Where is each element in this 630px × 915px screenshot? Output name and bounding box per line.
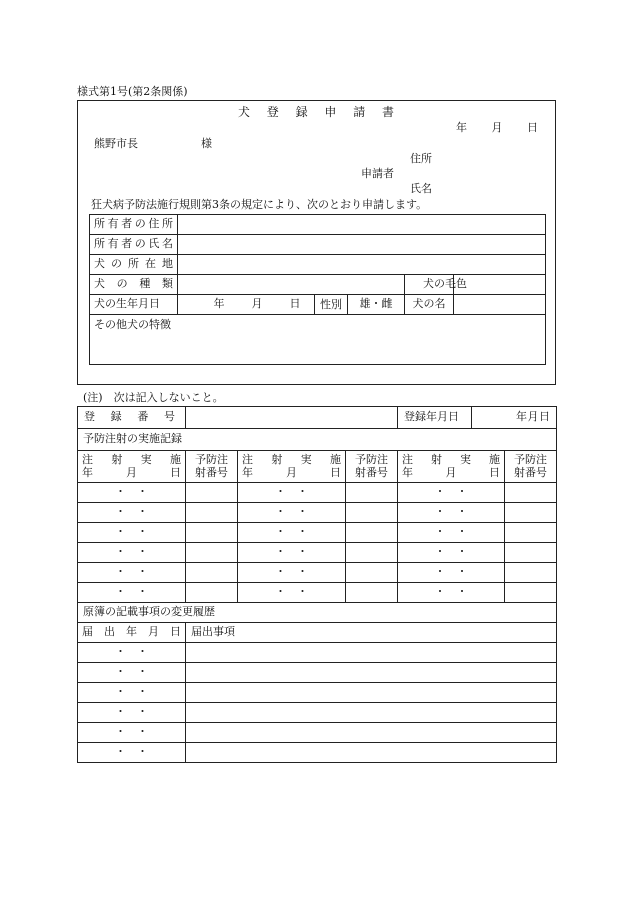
col-cert-number-header: 予防注 射番号 [186,451,238,483]
injection-date-cell[interactable]: ・ ・ [398,523,505,543]
col-injection-date-header: 注 射 実 施 年 月 日 [78,451,186,483]
date-line: 年 月 日 [456,121,538,134]
birth-date-label: 犬の生年月日 [90,295,178,315]
injection-date-cell[interactable]: ・ ・ [78,503,186,523]
notify-date-cell[interactable]: ・ ・ [78,723,186,743]
applicant-role-label: 申請者 [361,167,394,180]
statement: 狂犬病予防法施行規則第3条の規定により、次のとおり申請します。 [91,198,428,211]
addressee: 熊野市長 [94,137,138,150]
reg-date-label: 登録年月日 [398,407,472,428]
col-cert-number-header: 予防注 射番号 [505,451,557,483]
honorific: 様 [201,137,212,150]
reg-date-field[interactable]: 年 月 日 [516,410,551,424]
notify-items-cell[interactable] [186,663,557,683]
col-injection-date-header: 注 射 実 施 年 月 日 [238,451,346,483]
injection-date-cell[interactable]: ・ ・ [78,563,186,583]
form-title-char: 録 [295,105,308,119]
vaccination-title: 予防注射の実施記録 [78,429,557,451]
notify-items-cell[interactable] [186,743,557,763]
injection-date-cell[interactable]: ・ ・ [398,503,505,523]
owner-name-label: 所 有 者 の 氏 名 [90,235,178,255]
reg-number-field[interactable] [186,407,398,429]
injection-date-cell[interactable]: ・ ・ [238,543,346,563]
form-title-char: 書 [381,105,394,119]
sex-label: 性別 [315,295,348,314]
form-title-char: 申 [324,105,337,119]
col-cert-number-header: 予防注 射番号 [346,451,398,483]
form-title-char: 請 [353,105,366,119]
injection-date-cell[interactable]: ・ ・ [238,563,346,583]
injection-date-cell[interactable]: ・ ・ [398,583,505,603]
cert-number-cell[interactable] [186,523,238,543]
dog-breed-label: 犬 の 種 類 [90,275,178,295]
notify-date-cell[interactable]: ・ ・ [78,643,186,663]
note: (注) 次は記入しないこと。 [83,391,224,404]
cert-number-cell[interactable] [346,583,398,603]
sex-options[interactable]: 雄・雌 [359,297,393,311]
notify-date-cell[interactable]: ・ ・ [78,703,186,723]
coat-color-label: 犬の毛色 [405,275,454,295]
applicant-address-label: 住所 [410,152,432,165]
col-injection-date-header: 注 射 実 施 年 月 日 [398,451,505,483]
notify-items-cell[interactable] [186,723,557,743]
form-title [238,106,394,118]
form-header: 様式第1号(第2条関係) [77,85,188,98]
coat-color-field[interactable] [454,275,546,295]
dog-location-field[interactable] [178,255,546,275]
history-title: 原簿の記載事項の変更履歴 [78,603,557,623]
notify-items-header: 届出事項 [186,623,557,643]
cert-number-cell[interactable] [505,583,557,603]
cert-number-cell[interactable] [346,543,398,563]
cert-number-cell[interactable] [186,503,238,523]
injection-date-cell[interactable]: ・ ・ [398,563,505,583]
cert-number-cell[interactable] [505,483,557,503]
injection-date-cell[interactable]: ・ ・ [398,543,505,563]
cert-number-cell[interactable] [505,523,557,543]
injection-date-cell[interactable]: ・ ・ [238,523,346,543]
reg-number-label: 登 録 番 号 [78,407,186,429]
injection-date-cell[interactable]: ・ ・ [78,523,186,543]
cert-number-cell[interactable] [346,503,398,523]
cert-number-cell[interactable] [346,483,398,503]
cert-number-cell[interactable] [505,563,557,583]
dog-name-field[interactable] [454,295,546,315]
owner-address-label: 所 有 者 の 住 所 [90,215,178,235]
injection-date-cell[interactable]: ・ ・ [78,583,186,603]
birth-date-field[interactable]: 年 月 日 [178,295,315,315]
injection-date-cell[interactable]: ・ ・ [238,483,346,503]
cert-number-cell[interactable] [186,583,238,603]
registry-grid [77,406,557,763]
injection-date-cell[interactable]: ・ ・ [238,583,346,603]
cert-number-cell[interactable] [186,483,238,503]
cert-number-cell[interactable] [186,543,238,563]
cert-number-cell[interactable] [505,503,557,523]
form-title-char: 登 [266,105,279,119]
notify-items-cell[interactable] [186,643,557,663]
notify-date-header: 届 出 年 月 日 [78,623,186,643]
applicant-name-label: 氏名 [410,182,432,195]
injection-date-cell[interactable]: ・ ・ [78,483,186,503]
notify-date-cell[interactable]: ・ ・ [78,663,186,683]
owner-address-field[interactable] [178,215,546,235]
other-features-label: その他犬の特徴 [94,318,171,331]
injection-date-cell[interactable]: ・ ・ [238,503,346,523]
dog-info-table [89,214,546,365]
other-features-field[interactable] [90,315,546,365]
cert-number-cell[interactable] [505,543,557,563]
injection-date-cell[interactable]: ・ ・ [78,543,186,563]
cert-number-cell[interactable] [186,563,238,583]
cert-number-cell[interactable] [346,523,398,543]
notify-date-cell[interactable]: ・ ・ [78,683,186,703]
notify-items-cell[interactable] [186,703,557,723]
dog-breed-field[interactable] [178,275,405,295]
notify-date-cell[interactable]: ・ ・ [78,743,186,763]
cert-number-cell[interactable] [346,563,398,583]
dog-location-label: 犬 の 所 在 地 [90,255,178,275]
owner-name-field[interactable] [178,235,546,255]
notify-items-cell[interactable] [186,683,557,703]
injection-date-cell[interactable]: ・ ・ [398,483,505,503]
form-title-char: 犬 [238,105,251,119]
reg-date-cell[interactable] [398,407,557,429]
sex-cell [315,295,405,315]
dog-name-label: 犬の名 [405,295,454,315]
